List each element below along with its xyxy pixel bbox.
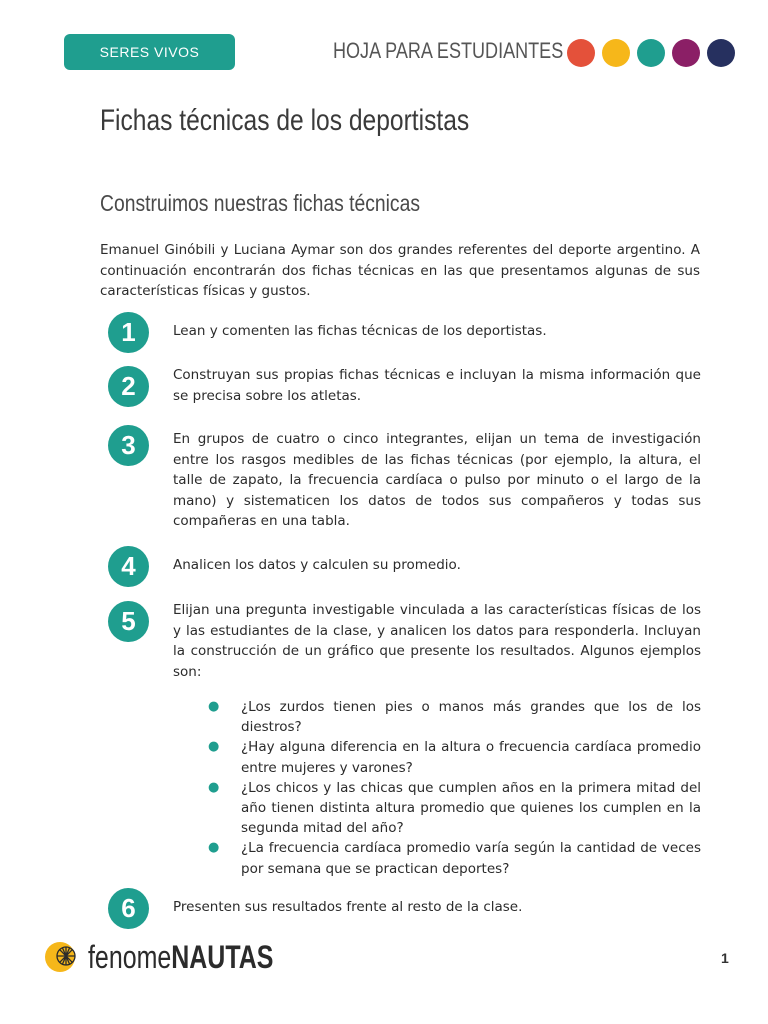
step-text: En grupos de cuatro o cinco integrantes, elijan un tema de investigación entre los rasgos medibles de las fichas técnicas (por ejemplo, la altura, el talle de zapato, la frecuencia cardíaca o pulso por minuto o el largo de la mano) y sistematicen los datos de todos sus compañeros y todas sus compañeras en una tabla.	[173, 431, 701, 529]
section-tag: SERES VIVOS	[64, 34, 235, 70]
color-dot	[567, 39, 595, 67]
step-text: Elijan una pregunta investigable vinculada a las características físicas de los y las estudiantes de la clase, y analicen los datos para responderla. Incluyan la construcción de un gráfico que presente los resultados. Algunos ejemplos son:	[173, 602, 701, 680]
list-item	[208, 838, 701, 878]
step-text: Analicen los datos y calculen su promedio.	[173, 557, 461, 573]
color-dot	[672, 39, 700, 67]
logo-wordmark	[88, 939, 273, 976]
page-number: 1	[721, 950, 729, 966]
list-item	[208, 778, 701, 839]
example-text: ¿Los chicos y las chicas que cumplen años en la primera mitad del año tienen distinta altura promedio que quienes los cumplen en la segunda mitad del año?	[241, 779, 701, 837]
example-text: ¿Los zurdos tienen pies o manos más grandes que los de los diestros?	[241, 699, 701, 736]
step-number-badge: 1	[108, 312, 149, 353]
bullet-icon: ●	[208, 779, 220, 795]
list-item	[208, 737, 701, 777]
color-dots	[567, 39, 735, 67]
sun-logo-icon	[42, 939, 82, 975]
examples-list	[208, 697, 701, 879]
step-text: Lean y comenten las fichas técnicas de los deportistas.	[173, 323, 547, 339]
intro-paragraph: Emanuel Ginóbili y Luciana Aymar son dos grandes referentes del deporte argentino. A continuación encontrarán dos fichas técnicas en las que presentamos algunas de sus características físicas y gustos.	[100, 242, 700, 299]
step-number-badge: 2	[108, 366, 149, 407]
fenomenautas-logo	[42, 939, 326, 975]
logo-wordmark-bold: NAUTAS	[171, 938, 274, 975]
example-text: ¿La frecuencia cardíaca promedio varía según la cantidad de veces por semana que se practican deportes?	[241, 840, 701, 877]
color-dot	[637, 39, 665, 67]
bullet-icon: ●	[208, 840, 220, 856]
step-number-badge: 3	[108, 425, 149, 466]
step-text: Presenten sus resultados frente al resto de la clase.	[173, 899, 523, 915]
page-title: Fichas técnicas de los deportistas	[100, 104, 470, 137]
section-subtitle: Construimos nuestras fichas técnicas	[100, 190, 420, 216]
step-number-badge: 6	[108, 888, 149, 929]
step-number-badge: 4	[108, 546, 149, 587]
example-text: ¿Hay alguna diferencia en la altura o frecuencia cardíaca promedio entre mujeres y varones?	[241, 739, 701, 776]
step-text: Construyan sus propias fichas técnicas e incluyan la misma información que se precisa sobre los atletas.	[173, 367, 701, 404]
bullet-icon: ●	[208, 699, 220, 714]
logo-wordmark-light: fenome	[88, 938, 172, 975]
color-dot	[707, 39, 735, 67]
bullet-icon: ●	[208, 739, 220, 755]
color-dot	[602, 39, 630, 67]
step-number-badge: 5	[108, 601, 149, 642]
sheet-label: HOJA PARA ESTUDIANTES	[333, 38, 564, 63]
list-item	[208, 697, 701, 737]
